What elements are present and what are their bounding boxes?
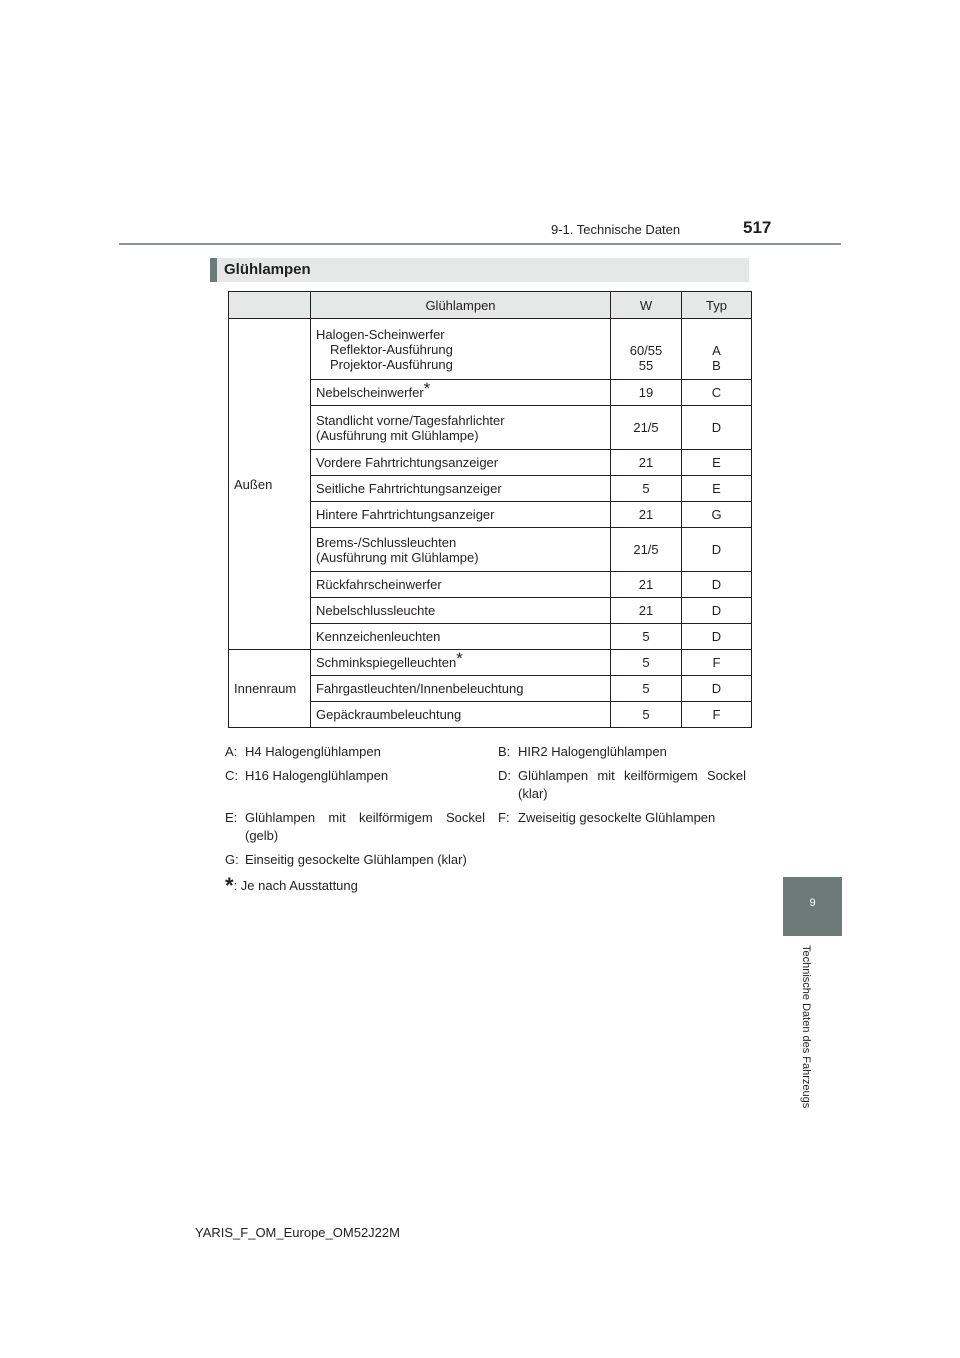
- legend-value: Glühlampen mit keilförmigem Sockel (klar): [518, 768, 746, 801]
- bulb-name-cell: Hintere Fahrtrichtungsanzeiger: [311, 502, 611, 528]
- legend-value: HIR2 Halogenglühlampen: [518, 744, 667, 759]
- watt-cell: 5: [611, 624, 682, 650]
- bulb-name: Standlicht vorne/Tagesfahrlichter: [316, 412, 505, 428]
- footnote-star: *: [456, 648, 463, 668]
- type-cell: [682, 319, 752, 380]
- watt-cell: 5: [611, 676, 682, 702]
- legend-key: E:: [225, 810, 238, 825]
- type-cell: E: [682, 450, 752, 476]
- legend-item-c: [225, 767, 485, 785]
- watt-cell: 21: [611, 572, 682, 598]
- legend-key: B:: [498, 744, 511, 759]
- chapter-label: Technische Daten des Fahrzeugs: [800, 945, 812, 1109]
- watt-cell: 21: [611, 598, 682, 624]
- legend-value: Zweiseitig gesockelte Glühlampen: [518, 810, 716, 825]
- bulb-name: Schminkspiegelleuchten: [316, 655, 457, 670]
- header-rule: [119, 243, 841, 245]
- type-cell: D: [682, 406, 752, 450]
- bulb-name-cell: Fahrgastleuchten/Innenbeleuchtung: [311, 676, 611, 702]
- chapter-tab: [783, 877, 842, 936]
- legend-value: H4 Halogenglühlampen: [245, 744, 381, 759]
- watt-value: 55: [638, 358, 654, 373]
- watt-cell: [611, 319, 682, 380]
- legend-item-b: [498, 743, 748, 761]
- footnote-text: : Je nach Ausstattung: [233, 878, 358, 893]
- type-cell: D: [682, 528, 752, 572]
- watt-cell: 21/5: [611, 406, 682, 450]
- legend-item-e: [225, 809, 485, 845]
- footnote: [225, 874, 525, 896]
- legend-key: G:: [225, 852, 239, 867]
- legend-value: H16 Halogenglühlampen: [245, 768, 389, 783]
- watt-cell: 5: [611, 650, 682, 676]
- bulb-name: Brems-/Schlussleuchten: [316, 534, 457, 550]
- header-cell-watt: W: [611, 292, 682, 319]
- watt-cell: 5: [611, 476, 682, 502]
- bulb-name-detail: (Ausführung mit Glühlampe): [316, 549, 479, 565]
- legend-key: C:: [225, 768, 238, 783]
- bulb-name-cell: [311, 319, 611, 380]
- legend-value: Einseitig gesockelte Glühlampen (klar): [245, 852, 467, 867]
- bulb-name-cell: Vordere Fahrtrichtungsanzeiger: [311, 450, 611, 476]
- bulb-name-detail: (Ausführung mit Glühlampe): [316, 427, 479, 443]
- bulb-name: Nebelscheinwerfer: [316, 385, 424, 400]
- watt-cell: 19: [611, 380, 682, 406]
- bulb-name-cell: [311, 380, 611, 406]
- legend-item-d: [498, 767, 748, 803]
- section-heading: Glühlampen: [210, 258, 749, 282]
- bulb-subname: Projektor-Ausführung: [330, 356, 453, 372]
- table-row: [229, 319, 752, 380]
- legend-key: A:: [225, 744, 238, 759]
- type-cell: D: [682, 572, 752, 598]
- watt-cell: 21: [611, 450, 682, 476]
- bulb-table: [228, 291, 752, 728]
- header-cell-group: [229, 292, 311, 319]
- type-cell: C: [682, 380, 752, 406]
- table-row: [229, 650, 752, 676]
- bulb-name-cell: [311, 406, 611, 450]
- type-value: A: [712, 343, 721, 358]
- bulb-name-cell: Seitliche Fahrtrichtungsanzeiger: [311, 476, 611, 502]
- header-cell-bulbs: Glühlampen: [311, 292, 611, 319]
- bulb-name-cell: Nebelschlussleuchte: [311, 598, 611, 624]
- type-cell: F: [682, 702, 752, 728]
- watt-value: 60/55: [629, 343, 663, 358]
- type-cell: D: [682, 598, 752, 624]
- legend-key: D:: [498, 768, 511, 783]
- type-cell: D: [682, 676, 752, 702]
- footnote-star: *: [225, 873, 234, 898]
- table-header-row: [229, 292, 752, 319]
- legend-item-g: [225, 851, 525, 869]
- header-cell-type: Typ: [682, 292, 752, 319]
- section-title: 9-1. Technische Daten: [551, 222, 681, 237]
- page-number: 517: [743, 218, 772, 237]
- watt-cell: 21: [611, 502, 682, 528]
- bulb-name-cell: Rückfahrscheinwerfer: [311, 572, 611, 598]
- watt-cell: 5: [611, 702, 682, 728]
- group-cell-innen: Innenraum: [229, 650, 311, 728]
- document-code: YARIS_F_OM_Europe_OM52J22M: [195, 1225, 400, 1240]
- bulb-name-cell: [311, 650, 611, 676]
- bulb-name-cell: [311, 528, 611, 572]
- watt-cell: 21/5: [611, 528, 682, 572]
- bulb-name-cell: Kennzeichenleuchten: [311, 624, 611, 650]
- type-cell: D: [682, 624, 752, 650]
- type-value: B: [712, 358, 721, 373]
- bulb-subname: Reflektor-Ausführung: [330, 341, 453, 357]
- legend-key: F:: [498, 810, 510, 825]
- bulb-name-cell: Gepäckraumbeleuchtung: [311, 702, 611, 728]
- legend-value: Glühlampen mit keilförmigem Sockel (gelb): [245, 810, 485, 843]
- bulb-name: Halogen-Scheinwerfer: [316, 326, 445, 342]
- type-cell: F: [682, 650, 752, 676]
- footnote-star: *: [423, 378, 431, 398]
- group-cell-aussen: Außen: [229, 319, 311, 650]
- type-cell: G: [682, 502, 752, 528]
- type-cell: E: [682, 476, 752, 502]
- chapter-number: 9: [809, 897, 816, 909]
- legend-item-a: [225, 743, 485, 761]
- legend-item-f: [498, 809, 748, 827]
